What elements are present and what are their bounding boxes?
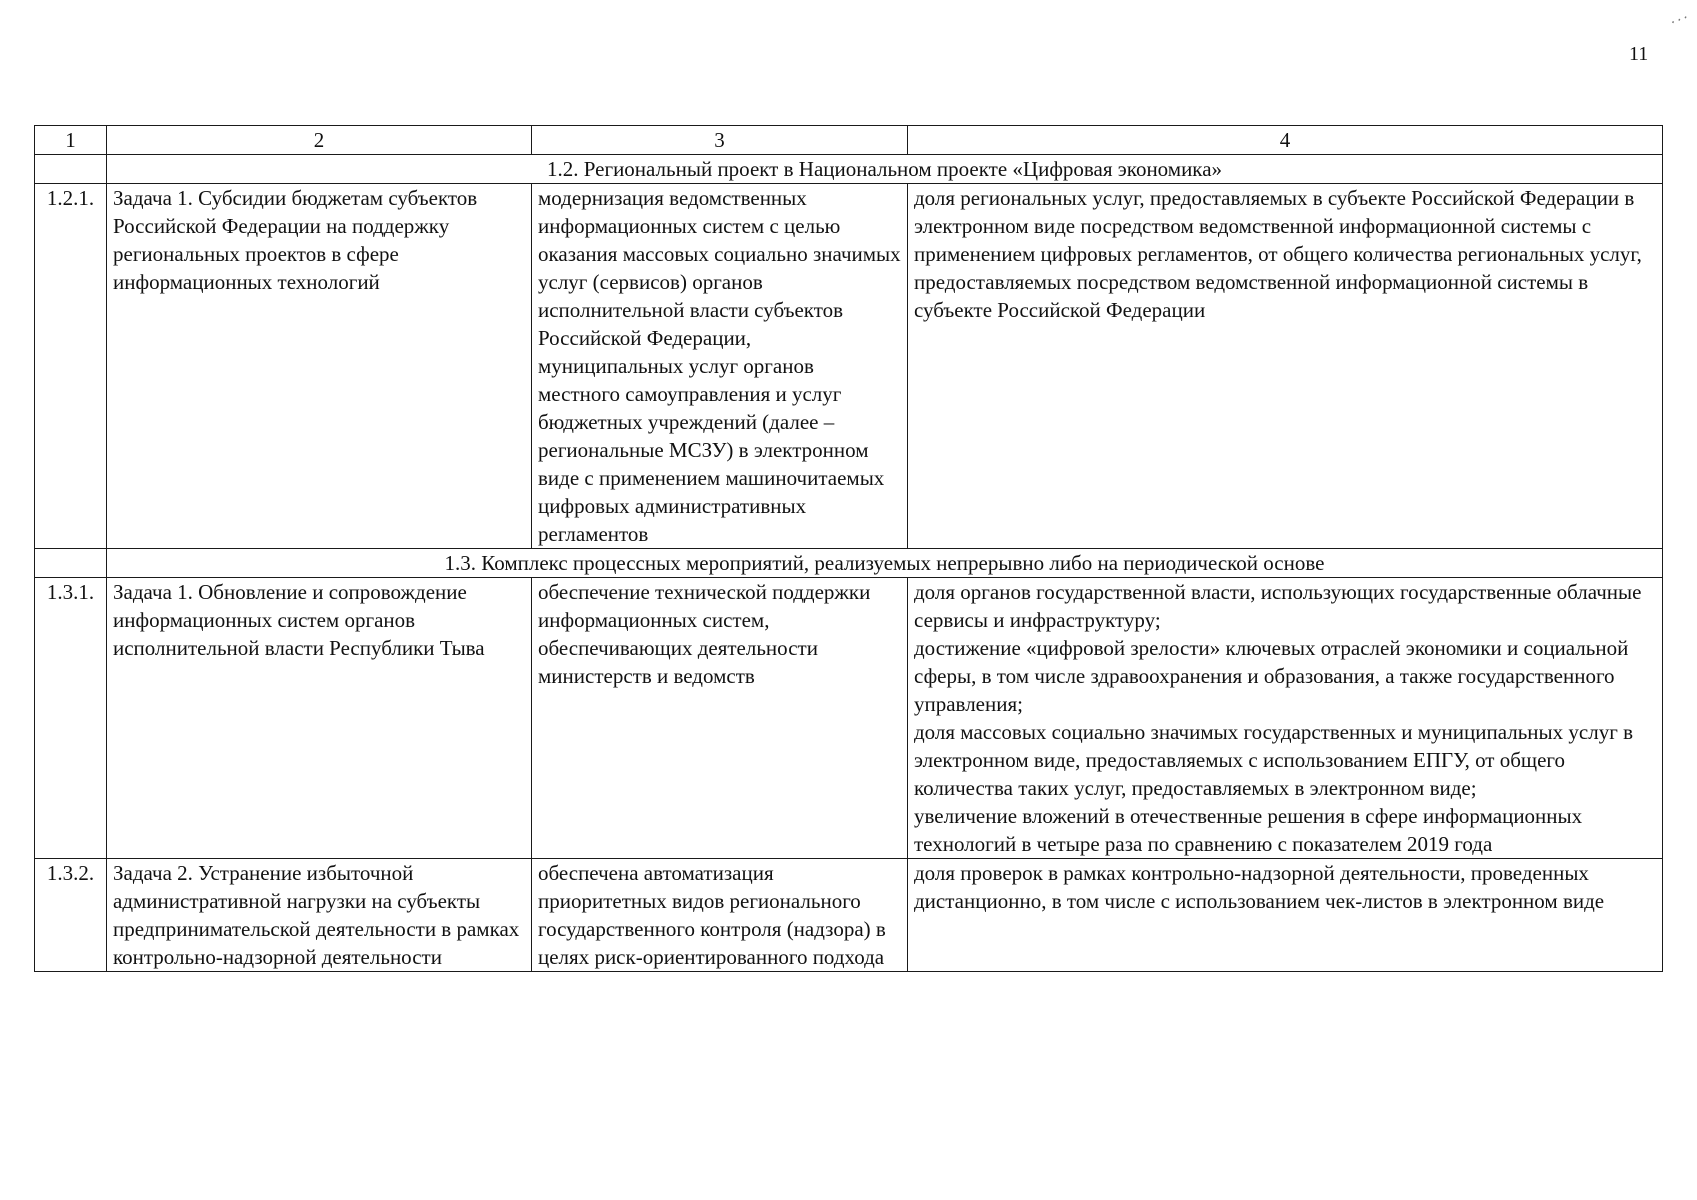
column-number: 2 <box>107 126 532 155</box>
page-number: 11 <box>1629 43 1649 65</box>
table-row <box>35 184 1663 549</box>
row-number: 1.3.1. <box>35 578 107 859</box>
indicators-cell <box>908 859 1663 972</box>
indicator-text: доля органов государственной власти, использующих государственные облачные сервисы и инфраструктуру; <box>914 580 1642 632</box>
row-number: 1.3.2. <box>35 859 107 972</box>
column-number-row <box>35 126 1663 155</box>
column-number: 3 <box>532 126 908 155</box>
section-title: 1.3. Комплекс процессных мероприятий, реализуемых непрерывно либо на периодической основе <box>107 549 1663 578</box>
activity-text: обеспечение технической поддержки информационных систем, обеспечивающих деятельности министерств и ведомств <box>532 578 908 859</box>
table-row <box>35 859 1663 972</box>
indicator-text: увеличение вложений в отечественные решения в сфере информационных технологий в четыре раза по сравнению с показателем 2019 года <box>914 804 1583 856</box>
activity-text: обеспечена автоматизация приоритетных видов регионального государственного контроля (надзора) в целях риск-ориентированного подхода <box>532 859 908 972</box>
row-number: 1.2.1. <box>35 184 107 549</box>
activity-text: модернизация ведомственных информационных систем с целью оказания массовых социально значимых услуг (сервисов) органов исполнительной власти субъектов Российской Федерации, муниципальных услуг органов местного самоуправления и услуг бюджетных учреждений (далее – региональные МСЗУ) в электронном виде с применением машиночитаемых цифровых административных регламентов <box>532 184 908 549</box>
section-header-row <box>35 549 1663 578</box>
column-number: 4 <box>908 126 1663 155</box>
task-text: Задача 2. Устранение избыточной административной нагрузки на субъекты предпринимательской деятельности в рамках контрольно-надзорной деятельности <box>107 859 532 972</box>
section-header-row <box>35 155 1663 184</box>
program-table <box>34 125 1663 972</box>
section-number-cell <box>35 549 107 578</box>
task-text: Задача 1. Обновление и сопровождение информационных систем органов исполнительной власти Республики Тыва <box>107 578 532 859</box>
scan-artifact: ⋰ <box>1669 10 1689 31</box>
indicator-text: доля проверок в рамках контрольно-надзорной деятельности, проведенных дистанционно, в том числе с использованием чек-листов в электронном виде <box>914 861 1605 913</box>
indicators-cell <box>908 578 1663 859</box>
section-title: 1.2. Региональный проект в Национальном проекте «Цифровая экономика» <box>107 155 1663 184</box>
indicator-text: доля массовых социально значимых государственных и муниципальных услуг в электронном виде, предоставляемых с использованием ЕПГУ, от общего количества таких услуг, предоставляемых в электронном виде; <box>914 720 1633 800</box>
task-text: Задача 1. Субсидии бюджетам субъектов Российской Федерации на поддержку региональных проектов в сфере информационных технологий <box>107 184 532 549</box>
section-number-cell <box>35 155 107 184</box>
indicator-text: достижение «цифровой зрелости» ключевых отраслей экономики и социальной сферы, в том числе здравоохранения и образования, а также государственного управления; <box>914 636 1629 716</box>
indicator-text: доля региональных услуг, предоставляемых в субъекте Российской Федерации в электронном виде посредством ведомственной информационной системы с применением цифровых регламентов, от общего количества региональных услуг, предоставляемых посредством ведомственной информационной системы в субъекте Российской Федерации <box>914 186 1642 322</box>
column-number: 1 <box>35 126 107 155</box>
indicators-cell <box>908 184 1663 549</box>
table-row <box>35 578 1663 859</box>
